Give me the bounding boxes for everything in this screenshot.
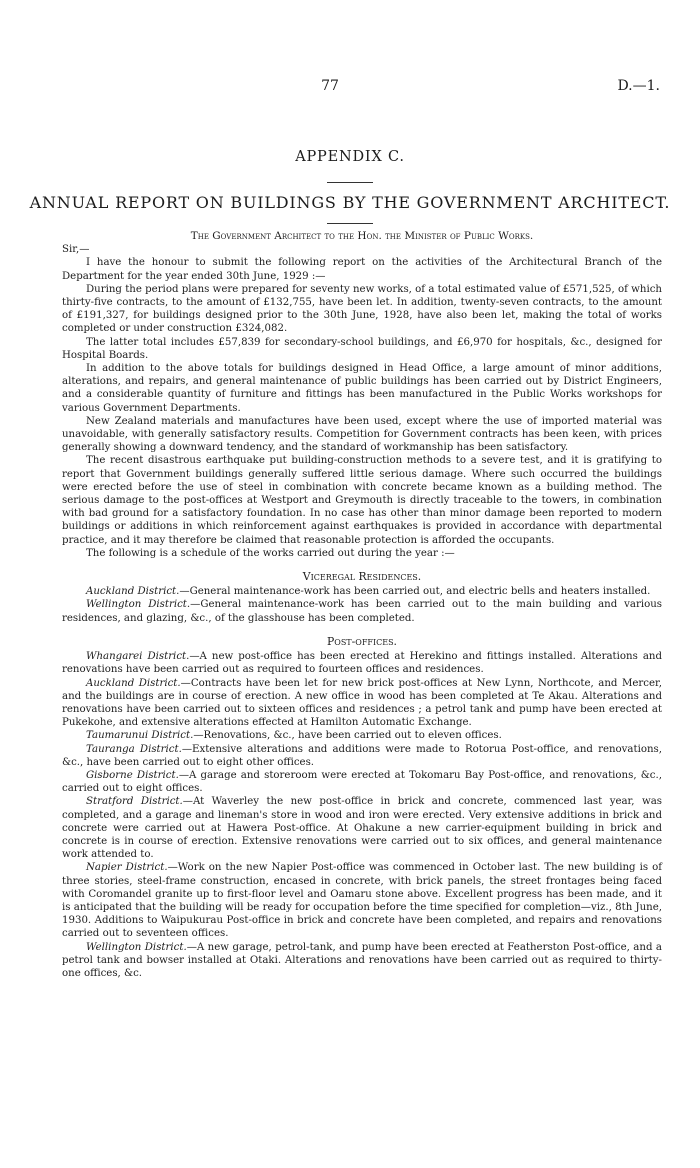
page-number: 77 (321, 78, 339, 94)
district-name: Auckland District. (86, 677, 181, 689)
district-text: —Contracts have been let for new brick post-offices at New Lynn, Northcote, and Mercer, and the buildings are in course of erection. A new office in wood has been completed at Te Akau. Alterations and renovations have been carried out to sixteen offices and residences ; a petrol tank and pump have been erected at Pukekohe, and extensive alterations effected at Hamilton Automatic Exchange. (62, 677, 662, 729)
district-entry (62, 585, 662, 598)
district-text: —At Waverley the new post-office in brick and concrete, commenced last year, was completed, and a garage and lineman's store in wood and iron were erected. Very extensive additions in brick and concrete were carried out at Hawera Post-office. At Ohakune a new carrier-equipment building in brick and concrete is in course of erection. Extensive renovations were carried out to six offices, and general maintenance work attended to. (62, 796, 662, 861)
section-heading: Post-offices. (327, 634, 397, 648)
divider (327, 182, 373, 183)
paragraph: In addition to the above totals for buildings designed in Head Office, a large amount of minor additions, alterations, and repairs, and general maintenance of public buildings has been carried out by District Engineers, and a considerable quantity of furniture and fittings has been manufactured in the Public Works workshops for various Government Departments. (62, 363, 662, 414)
paragraph: During the period plans were prepared for seventy new works, of a total estimated value of £571,525, of which thirty-five contracts, to the amount of £132,755, have been let. In addition, twenty-seven contracts, to the amount of £191,327, for buildings designed prior to the 30th June, 1928, have also been let, making the total of works completed or under construction £324,082. (62, 283, 662, 335)
district-text: —Renovations, &c., have been carried out to eleven offices. (193, 730, 502, 742)
paragraph: I have the honour to submit the following report on the activities of the Architectural Branch of the Department for the year ended 30th June, 1929 :— (62, 257, 662, 282)
district-text: —Work on the new Napier Post-office was commenced in October last. The new building is of three stories, steel-frame construction, encased in concrete, with brick panels, the street frontages being faced with Coromandel granite up to first-floor level and Oamaru stone above. Excellent progress has been made, and it is anticipated that the building will be ready for occupation before the time specified for completion—viz., 8th June, 1930. Additions to Waipukurau Post-office in brick and concrete have been completed, and repairs and renovations carried out to seventeen offices. (62, 862, 662, 940)
salutation: Sir,— (62, 244, 90, 256)
district-text: —Extensive alterations and additions were made to Rotorua Post-office, and renovations, &c., have been carried out to eight other offices. (62, 743, 663, 768)
district-entry (62, 729, 662, 742)
district-text: —General maintenance-work has been carried out to the main building and various residences, and glazing, &c., of the glasshouse has been completed. (62, 599, 663, 624)
district-entry (62, 795, 662, 861)
district-name: Gisborne District. (86, 769, 179, 781)
document-reference: D.—1. (617, 78, 660, 94)
district-entry (62, 941, 662, 981)
district-name: Napier District. (86, 862, 168, 874)
district-name: Stratford District. (86, 796, 183, 808)
district-name: Tauranga District. (86, 743, 182, 755)
district-name: Whangarei District. (86, 651, 190, 663)
paragraph: The latter total includes £57,839 for secondary-school buildings, and £6,970 for hospitals, &c., designed for Hospital Boards. (62, 336, 662, 361)
paragraph: New Zealand materials and manufactures have been used, except where the use of imported material was unavoidable, with generally satisfactory results. Competition for Government contracts has been keen, with prices generally showing a downward tendency, and the standard of workmanship has been satisfactory. (62, 415, 662, 454)
district-text: —A garage and storeroom were erected at Tokomaru Bay Post-office, and renovations, &c., carried out to eight offices. (62, 769, 662, 795)
district-entry (62, 598, 662, 624)
district-text: —General maintenance-work has been carried out, and electric bells and heaters installed. (179, 586, 651, 598)
district-text: —A new garage, petrol-tank, and pump have been erected at Featherston Post-office, and a petrol tank and bowser installed at Otaki. Alterations and renovations have been carried out as required to thirty-one offices, &c. (62, 941, 662, 979)
district-entry (62, 861, 662, 940)
district-name: Wellington District. (86, 599, 191, 611)
report-body (62, 228, 662, 980)
district-text: —A new post-office has been erected at Herekino and fittings installed. Alterations and renovations have been carried out as required to fourteen offices and residences. (62, 651, 662, 676)
divider (327, 223, 373, 224)
appendix-heading: APPENDIX C. (295, 149, 405, 165)
report-title: ANNUAL REPORT ON BUILDINGS BY THE GOVERNMENT ARCHITECT. (29, 193, 671, 212)
address-line: The Government Architect to the Hon. the Minister of Public Works. (190, 230, 534, 242)
district-entry (62, 650, 662, 676)
section-heading: Viceregal Residences. (302, 570, 422, 584)
district-name: Auckland District. (86, 586, 180, 598)
district-name: Wellington District. (86, 941, 187, 953)
district-entry (62, 677, 662, 730)
district-entry (62, 743, 662, 769)
paragraph: The following is a schedule of the works carried out during the year :— (86, 547, 455, 559)
district-name: Taumarunui District. (86, 730, 194, 742)
district-entry (62, 769, 662, 795)
paragraph: The recent disastrous earthquake put building-construction methods to a severe test, and it is gratifying to report that Government buildings generally suffered little serious damage. Where such occurred the buildings were erected before the use of steel in combination with concrete became known as a building method. The serious damage to the post-offices at Westport and Greymouth is directly traceable to the towers, in combination with bad ground for a satisfactory foundation. In no case has other than minor damage been reported to modern buildings or additions in which reinforcement against earthquakes is provided in accordance with departmental practice, and it may therefore be claimed that reasonable protection is afforded the occupants. (62, 455, 662, 546)
